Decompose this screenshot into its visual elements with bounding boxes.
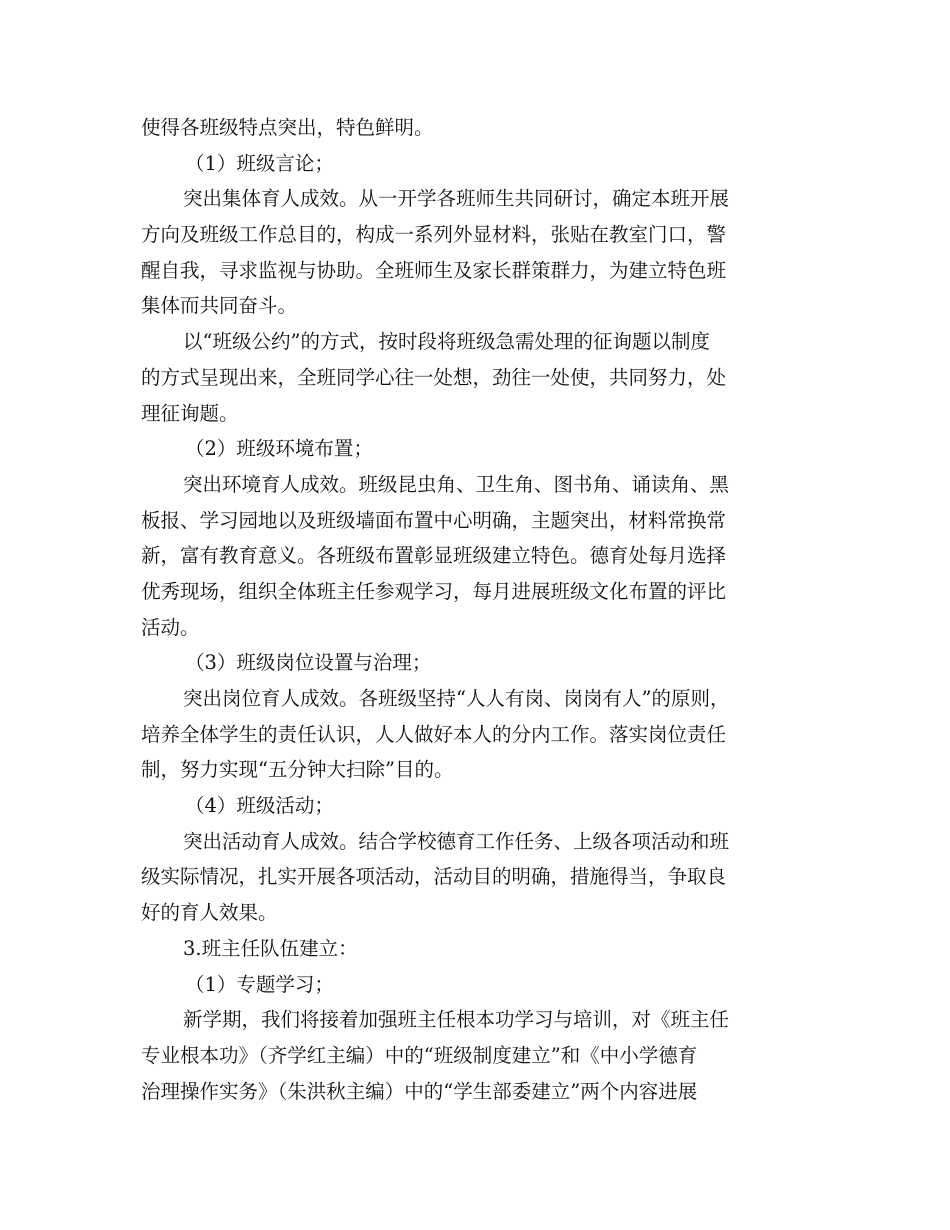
paragraph-line: 以“班级公约”的方式，按时段将班级急需处理的征询题以制度 [183,330,710,354]
paragraph-line: 突出活动育人成效。结合学校德育工作任务、上级各项活动和班 [183,829,730,853]
paragraph-line: 方向及班级工作总目的，构成一系列外显材料，张贴在教室门口，警 [141,223,727,247]
section-heading-line: （3）班级岗位设置与治理； [185,651,432,675]
section-heading-line: 3.班主任队伍建立： [183,936,358,960]
section-heading-line: （1）班级言论； [185,151,334,175]
document-body [141,110,825,1109]
paragraph-line: 的方式呈现出来，全班同学心往一处想，劲往一处使，共同努力，处 [141,365,727,389]
paragraph-line: 级实际情况，扎实开展各项活动，活动目的明确，措施得当，争取良 [141,865,727,889]
section-heading-line: （1）专题学习； [185,972,334,996]
paragraph-line: 突出岗位育人成效。各班级坚持“人人有岗、岗岗有人”的原则， [183,687,730,710]
paragraph-line: 治理操作实务》（朱洪秋主编）中的“学生部委建立”两个内容进展 [141,1079,698,1103]
paragraph-line: 板报、学习园地以及班级墙面布置中心明确，主题突出，材料常换常 [141,508,727,532]
paragraph-line: 使得各班级特点突出，特色鲜明。 [141,116,434,139]
paragraph-line: 优秀现场，组织全体班主任参观学习，每月进展班级文化布置的评比 [141,579,727,603]
paragraph-line: 专业根本功》（齐学红主编）中的“班级制度建立”和《中小学德育 [141,1043,698,1067]
paragraph-line: 新，富有教育意义。各班级布置彰显班级建立特色。德育处每月选择 [141,544,727,568]
paragraph-line: 好的育人效果。 [141,901,278,925]
section-heading-line: （4）班级活动； [185,794,334,818]
paragraph-line: 醒自我，寻求监视与协助。全班师生及家长群策群力，为建立特色班 [141,258,727,282]
paragraph-line: 培养全体学生的责任认识，人人做好本人的分内工作。落实岗位责任 [141,722,727,746]
paragraph-line: 新学期，我们将接着加强班主任根本功学习与培训，对《班主任 [183,1008,730,1032]
paragraph-line: 突出环境育人成效。班级昆虫角、卫生角、图书角、诵读角、黑 [183,472,730,496]
paragraph-line: 制，努力实现“五分钟大扫除”目的。 [141,758,454,782]
section-heading-line: （2）班级环境布置； [185,437,373,461]
paragraph-line: 集体而共同奋斗。 [141,294,298,318]
paragraph-line: 突出集体育人成效。从一开学各班师生共同研讨，确定本班开展 [183,187,730,211]
paragraph-line: 活动。 [141,615,200,639]
paragraph-line: 理征询题。 [141,401,239,425]
